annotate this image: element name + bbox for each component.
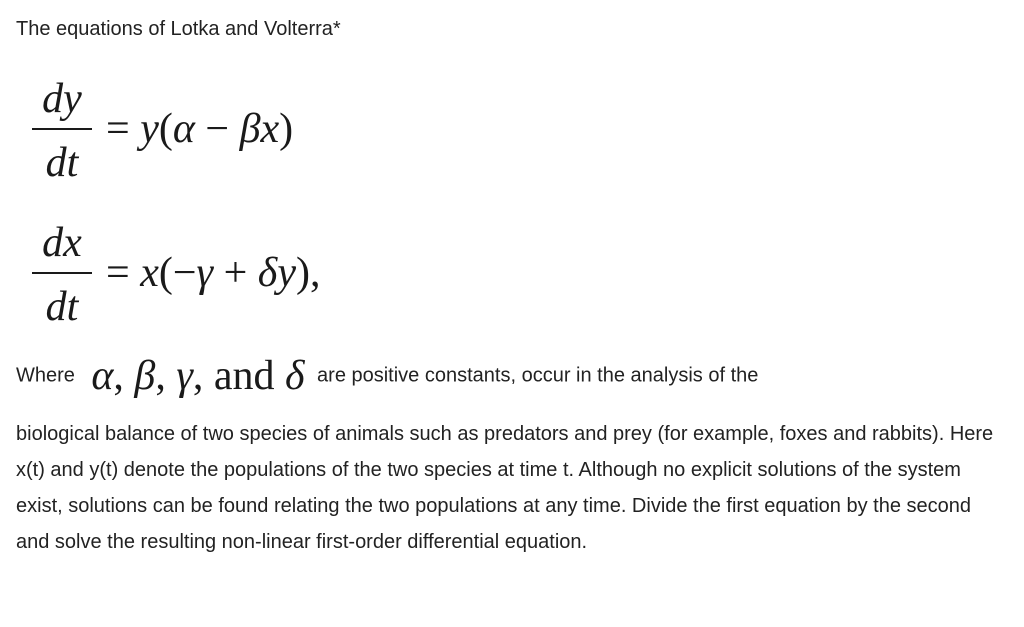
numerator-dx: dx (42, 220, 82, 266)
gamma-symbol: γ (196, 250, 214, 296)
equals-sign: = (106, 250, 130, 296)
equals-sign: = (106, 106, 130, 152)
minus-sign: − (205, 106, 230, 152)
beta-symbol: β (239, 106, 261, 152)
separator: , (113, 353, 135, 399)
separator: , (155, 353, 177, 399)
numerator-dy: dy (42, 76, 82, 122)
separator-and: , and (192, 353, 286, 399)
equation1-rhs (106, 108, 293, 150)
close-paren-comma: ), (295, 250, 321, 296)
open-paren: ( (158, 250, 173, 296)
alpha-symbol: α (172, 106, 195, 152)
page-title: The equations of Lotka and Volterra* (16, 18, 341, 40)
alpha-symbol: α (91, 353, 114, 399)
close-paren: ) (279, 106, 294, 152)
denominator-dt: dt (45, 284, 79, 330)
fraction-bar (32, 272, 92, 274)
var-x: x (140, 250, 159, 296)
equation2-rhs (106, 252, 320, 294)
delta-symbol: δ (257, 250, 278, 296)
var-x: x (260, 106, 280, 152)
body-paragraph: biological balance of two species of animals such as predators and prey (for example, foxes and rabbits). Here x(t) and y(t) denote the populations of the two species at time t. Although no explicit solutions of the system exist, solutions can be found relating the two populations at any time. Divide the first equation by the second and solve the resulting non-linear first-order differential equation. (16, 423, 994, 553)
where-label: Where (16, 364, 75, 387)
var-y: y (277, 250, 296, 296)
constants-line (16, 352, 758, 400)
delta-symbol: δ (285, 353, 305, 399)
where-tail: are positive constants, occur in the analysis of the (317, 364, 759, 387)
gamma-symbol: γ (176, 353, 193, 399)
beta-symbol: β (134, 353, 156, 399)
denominator-dt: dt (45, 140, 79, 186)
fraction-bar (32, 128, 92, 130)
open-paren: ( (158, 106, 173, 152)
plus-sign: + (223, 250, 248, 296)
constants-list (91, 353, 304, 399)
negative-sign: − (172, 250, 197, 296)
var-y: y (140, 106, 159, 152)
